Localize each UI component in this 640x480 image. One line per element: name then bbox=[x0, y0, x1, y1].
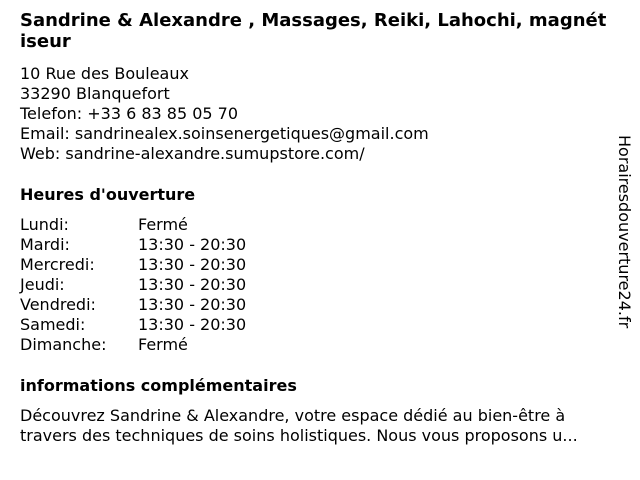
day-label: Jeudi: bbox=[20, 275, 65, 294]
day-label: Samedi: bbox=[20, 315, 86, 334]
description bbox=[20, 406, 610, 446]
site-watermark: Horairesdouverture24.fr bbox=[615, 135, 634, 329]
web-line: Web: sandrine-alexandre.sumupstore.com/ bbox=[20, 144, 365, 163]
day-label: Vendredi: bbox=[20, 295, 96, 314]
day-label: Dimanche: bbox=[20, 335, 107, 354]
hours-row-sunday bbox=[20, 335, 610, 355]
hours-row-thursday bbox=[20, 275, 610, 295]
hours-row-monday bbox=[20, 215, 610, 235]
street-address: 10 Rue des Bouleaux bbox=[20, 64, 189, 83]
info-heading: informations complémentaires bbox=[20, 376, 297, 395]
business-card bbox=[20, 10, 610, 446]
day-hours: 13:30 - 20:30 bbox=[138, 275, 247, 294]
day-label: Lundi: bbox=[20, 215, 69, 234]
contact-block bbox=[20, 64, 610, 164]
day-label: Mardi: bbox=[20, 235, 70, 254]
phone-line: Telefon: +33 6 83 85 05 70 bbox=[20, 104, 239, 123]
postal-city: 33290 Blanquefort bbox=[20, 84, 170, 103]
email-line: Email: sandrinealex.soinsenergetiques@gmail.com bbox=[20, 124, 429, 143]
hours-row-tuesday bbox=[20, 235, 610, 255]
day-label: Mercredi: bbox=[20, 255, 95, 274]
opening-hours-table bbox=[20, 215, 610, 355]
day-hours: 13:30 - 20:30 bbox=[138, 315, 247, 334]
day-hours: 13:30 - 20:30 bbox=[138, 295, 247, 314]
hours-heading: Heures d'ouverture bbox=[20, 185, 196, 204]
hours-row-friday bbox=[20, 295, 610, 315]
hours-row-saturday bbox=[20, 315, 610, 335]
description-line: Découvrez Sandrine & Alexandre, votre espace dédié au bien-être à bbox=[20, 406, 566, 425]
day-hours: Fermé bbox=[138, 335, 188, 354]
description-line: travers des techniques de soins holistiques. Nous vous proposons u... bbox=[20, 426, 578, 445]
day-hours: 13:30 - 20:30 bbox=[138, 235, 247, 254]
hours-row-wednesday bbox=[20, 255, 610, 275]
day-hours: 13:30 - 20:30 bbox=[138, 255, 247, 274]
business-title: Sandrine & Alexandre , Massages, Reiki, Lahochi, magnétiseur bbox=[20, 10, 607, 52]
day-hours: Fermé bbox=[138, 215, 188, 234]
